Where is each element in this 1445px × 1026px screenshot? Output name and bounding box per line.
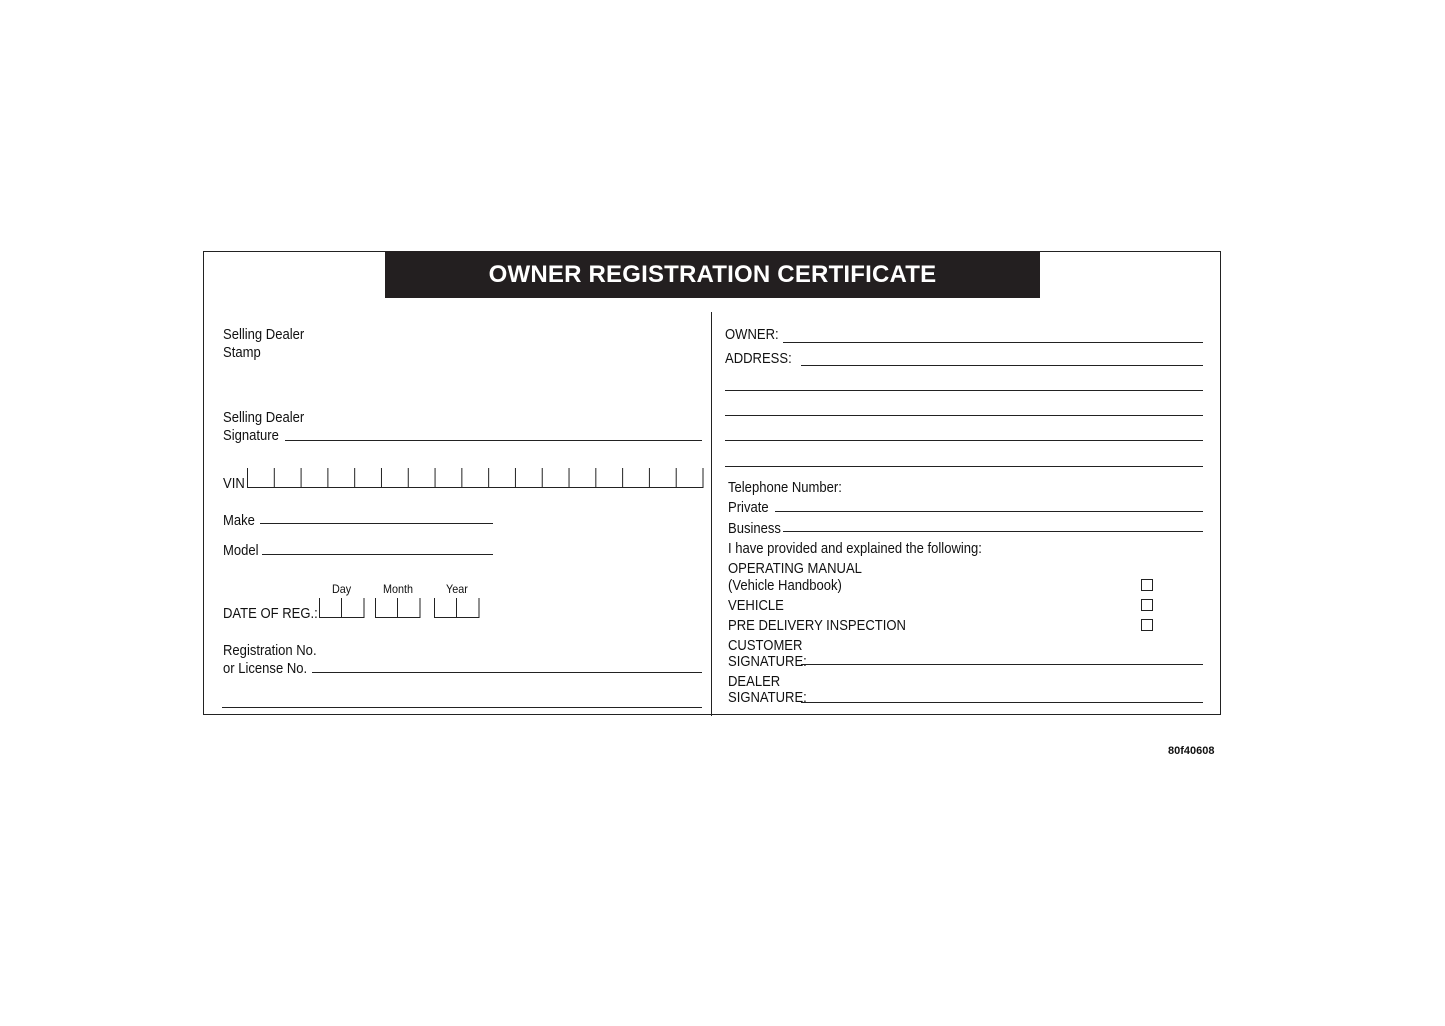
- address-field[interactable]: [801, 365, 1203, 366]
- model-label: Model: [223, 543, 259, 559]
- business-phone-label: Business: [728, 521, 781, 537]
- provided-statement: I have provided and explained the following:: [728, 541, 982, 557]
- month-boxes: [376, 598, 421, 618]
- registration-label-line1: Registration No.: [223, 643, 317, 659]
- business-phone-field[interactable]: [783, 531, 1203, 532]
- operating-manual-label-line1: OPERATING MANUAL: [728, 561, 862, 577]
- address-field-line3[interactable]: [725, 415, 1203, 416]
- year-label: Year: [446, 582, 468, 596]
- dealer-signature-label-line1: Selling Dealer: [223, 410, 305, 426]
- date-of-reg-label: DATE OF REG.:: [223, 606, 318, 622]
- dealer-signature-right-label-line1: DEALER: [728, 674, 781, 690]
- owner-field[interactable]: [783, 342, 1203, 343]
- make-field[interactable]: [260, 523, 493, 524]
- address-field-line4[interactable]: [725, 440, 1203, 441]
- figure-code: 80f40608: [1168, 745, 1215, 757]
- pdi-label: PRE DELIVERY INSPECTION: [728, 618, 906, 634]
- private-phone-field[interactable]: [775, 511, 1203, 512]
- vin-label: VIN: [223, 476, 245, 492]
- vin-box-outline: [248, 468, 704, 488]
- dealer-signature-right-field[interactable]: [801, 702, 1203, 703]
- date-boxes[interactable]: [318, 596, 484, 620]
- day-boxes: [320, 598, 365, 618]
- operating-manual-label-line2: (Vehicle Handbook): [728, 578, 842, 594]
- telephone-label: Telephone Number:: [728, 480, 842, 496]
- vehicle-checkbox[interactable]: [1141, 599, 1153, 611]
- make-label: Make: [223, 513, 255, 529]
- registration-field[interactable]: [312, 672, 702, 673]
- private-phone-label: Private: [728, 500, 769, 516]
- address-field-line5[interactable]: [725, 466, 1203, 467]
- operating-manual-checkbox[interactable]: [1141, 579, 1153, 591]
- year-boxes: [435, 598, 480, 618]
- month-label: Month: [383, 582, 414, 596]
- registration-label-line2: or License No.: [223, 661, 308, 677]
- owner-label: OWNER:: [725, 327, 779, 343]
- model-field[interactable]: [262, 554, 493, 555]
- vin-boxes[interactable]: [246, 466, 706, 490]
- customer-signature-field[interactable]: [801, 664, 1203, 665]
- dealer-stamp-label-line1: Selling Dealer: [223, 327, 305, 343]
- customer-signature-label-line1: CUSTOMER: [728, 638, 803, 654]
- column-divider: [711, 312, 712, 716]
- certificate-title: OWNER REGISTRATION CERTIFICATE: [385, 251, 1040, 298]
- dealer-signature-label-line2: Signature: [223, 428, 279, 444]
- address-label: ADDRESS:: [725, 351, 792, 367]
- dealer-signature-field[interactable]: [285, 440, 702, 441]
- dealer-stamp-label-line2: Stamp: [223, 345, 261, 361]
- dealer-signature-right-label-line2: SIGNATURE:: [728, 690, 807, 706]
- address-field-line2[interactable]: [725, 390, 1203, 391]
- vehicle-label: VEHICLE: [728, 598, 784, 614]
- pdi-checkbox[interactable]: [1141, 619, 1153, 631]
- day-label: Day: [332, 582, 352, 596]
- registration-field-line2[interactable]: [222, 707, 702, 708]
- customer-signature-label-line2: SIGNATURE:: [728, 654, 807, 670]
